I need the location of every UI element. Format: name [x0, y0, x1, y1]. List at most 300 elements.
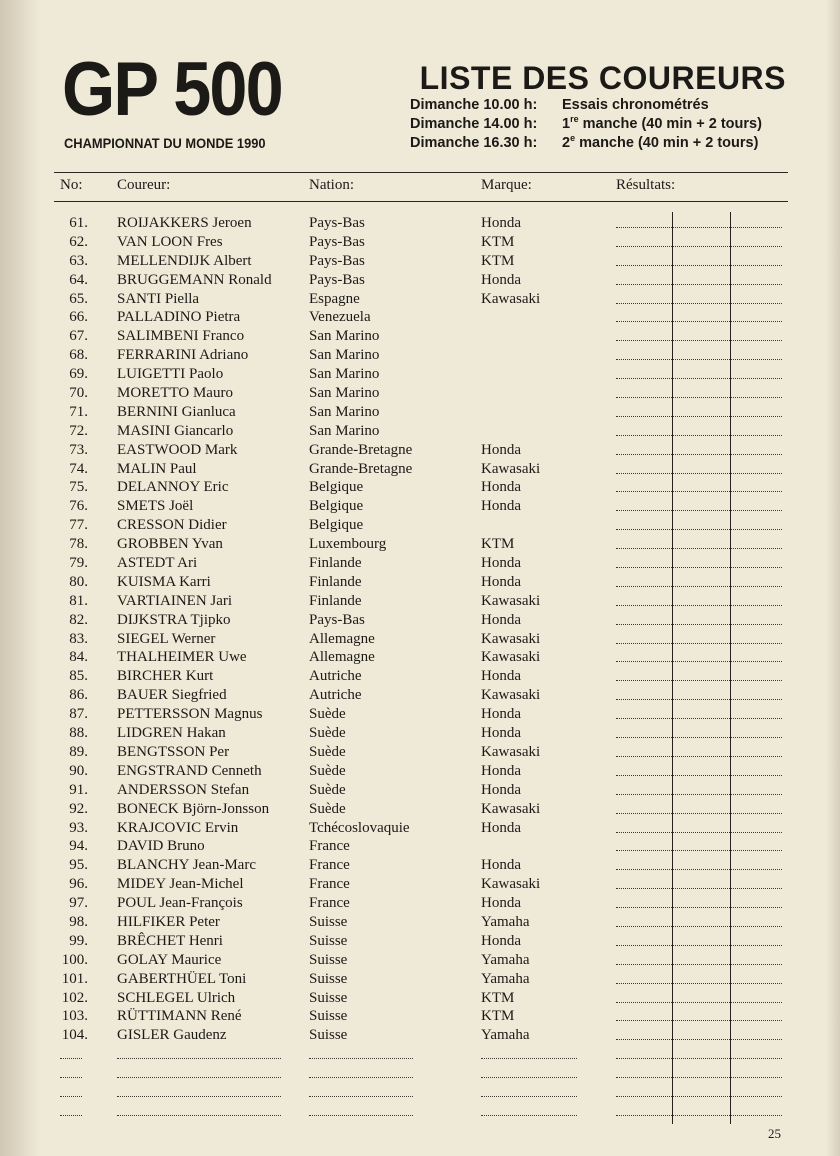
rider-brand: Honda	[481, 498, 521, 515]
rider-number: 91.	[69, 781, 88, 798]
rider-number: 63.	[69, 252, 88, 269]
blank-dotted-line	[60, 1115, 82, 1116]
rider-nation: Belgique	[309, 479, 364, 496]
rider-row	[0, 648, 840, 667]
rider-number: 98.	[69, 913, 88, 930]
rider-nation: Pays-Bas	[309, 215, 365, 231]
rider-brand: Honda	[481, 706, 521, 723]
rider-nation: France	[309, 895, 350, 912]
rider-nation: Belgique	[309, 498, 364, 515]
rider-row	[0, 913, 840, 932]
rider-name: SCHLEGEL Ulrich	[117, 989, 236, 1006]
rider-row	[0, 743, 840, 762]
rider-nation: Espagne	[309, 290, 360, 307]
results-dotted-line	[616, 473, 782, 474]
results-dotted-line	[616, 454, 782, 455]
schedule-row	[410, 96, 790, 115]
rider-number: 93.	[69, 819, 88, 836]
rider-row	[0, 214, 840, 233]
rider-number: 86.	[69, 687, 88, 704]
results-dotted-line	[616, 359, 782, 360]
rider-row	[0, 837, 840, 856]
rider-brand: Honda	[481, 895, 521, 912]
rider-number: 66.	[69, 309, 88, 326]
rider-nation: Suisse	[309, 1027, 348, 1044]
rider-name: PETTERSSON Magnus	[117, 706, 263, 723]
schedule-row	[410, 115, 790, 134]
rider-brand: Kawasaki	[481, 687, 541, 704]
results-dotted-line	[616, 1002, 782, 1003]
blank-row	[0, 1064, 840, 1083]
rider-number: 102.	[61, 989, 88, 1006]
rider-row	[0, 327, 840, 346]
blank-dotted-line	[117, 1077, 281, 1078]
results-dotted-line	[616, 605, 782, 606]
rider-row	[0, 592, 840, 611]
rider-name: MASINI Giancarlo	[117, 422, 234, 439]
blank-dotted-line	[117, 1115, 281, 1116]
rider-row	[0, 384, 840, 403]
rider-number: 89.	[69, 743, 88, 760]
rider-number: 87.	[69, 706, 88, 723]
rider-brand: Yamaha	[481, 951, 530, 968]
rider-number: 99.	[69, 932, 88, 949]
rider-nation: Allemagne	[309, 649, 375, 666]
results-dotted-line	[616, 586, 782, 587]
rider-brand: Honda	[481, 441, 521, 458]
rider-number: 71.	[69, 403, 88, 420]
rider-name: ENGSTRAND Cenneth	[117, 762, 262, 779]
results-dotted-line	[616, 284, 782, 285]
results-dotted-line	[616, 416, 782, 417]
page-title: GP 500	[62, 47, 282, 132]
rider-row	[0, 951, 840, 970]
results-dotted-line	[616, 775, 782, 776]
blank-dotted-line	[309, 1058, 413, 1059]
rider-number: 77.	[69, 517, 88, 534]
rider-row	[0, 346, 840, 365]
rider-nation: Suède	[309, 800, 346, 817]
blank-dotted-line	[616, 1096, 782, 1097]
rider-row	[0, 535, 840, 554]
rider-nation: Belgique	[309, 517, 364, 534]
results-dotted-line	[616, 869, 782, 870]
results-dotted-line	[616, 1039, 782, 1040]
results-dotted-line	[616, 510, 782, 511]
rider-brand: Honda	[481, 857, 521, 874]
rider-name: FERRARINI Adriano	[117, 347, 249, 364]
rider-name: BENGTSSON Per	[117, 743, 230, 760]
rider-name: KRAJCOVIC Ervin	[117, 819, 239, 836]
rider-name: BRUGGEMANN Ronald	[117, 271, 272, 288]
schedule-row	[410, 134, 790, 153]
results-dotted-line	[616, 832, 782, 833]
rider-brand: Honda	[481, 611, 521, 628]
results-dotted-line	[616, 624, 782, 625]
results-dotted-line	[616, 907, 782, 908]
rider-brand: KTM	[481, 989, 515, 1006]
rider-row	[0, 875, 840, 894]
rider-brand: Kawasaki	[481, 743, 541, 760]
blank-dotted-line	[616, 1077, 782, 1078]
rider-number: 88.	[69, 725, 88, 742]
rider-row	[0, 686, 840, 705]
rider-number: 100.	[61, 951, 88, 968]
rider-name: POUL Jean-François	[117, 895, 243, 912]
rider-number: 68.	[69, 347, 88, 364]
rider-nation: Suède	[309, 706, 346, 723]
rider-row	[0, 667, 840, 686]
rider-row	[0, 460, 840, 479]
blank-row	[0, 1102, 840, 1121]
rider-nation: France	[309, 857, 350, 874]
rider-row	[0, 441, 840, 460]
rider-number: 103.	[61, 1008, 88, 1025]
rider-brand: Honda	[481, 555, 521, 572]
rider-name: PALLADINO Pietra	[117, 309, 241, 326]
rider-row	[0, 478, 840, 497]
blank-dotted-line	[309, 1096, 413, 1097]
rider-nation: Grande-Bretagne	[309, 441, 413, 458]
rider-nation: France	[309, 876, 350, 893]
rider-brand: Yamaha	[481, 1027, 530, 1044]
rider-brand: KTM	[481, 536, 515, 553]
schedule-event: 2e manche (40 min + 2 tours)	[562, 133, 759, 151]
results-dotted-line	[616, 340, 782, 341]
rider-brand: KTM	[481, 233, 515, 250]
rider-number: 82.	[69, 611, 88, 628]
rider-nation: Venezuela	[309, 309, 371, 326]
results-dotted-line	[616, 888, 782, 889]
rider-number: 76.	[69, 498, 88, 515]
rider-brand: Kawasaki	[481, 460, 541, 477]
rider-name: SANTI Piella	[117, 290, 200, 307]
blank-dotted-line	[60, 1077, 82, 1078]
rider-nation: San Marino	[309, 366, 380, 383]
rider-nation: Suisse	[309, 951, 348, 968]
results-dotted-line	[616, 794, 782, 795]
rider-number: 79.	[69, 555, 88, 572]
rider-row	[0, 932, 840, 951]
results-dotted-line	[616, 699, 782, 700]
rider-name: THALHEIMER Uwe	[117, 649, 247, 666]
page-number: 25	[768, 1126, 781, 1141]
rider-row	[0, 630, 840, 649]
rider-brand: Honda	[481, 215, 521, 231]
results-dotted-line	[616, 246, 782, 247]
blank-dotted-line	[481, 1077, 577, 1078]
rider-nation: France	[309, 838, 350, 855]
results-dotted-line	[616, 265, 782, 266]
rider-number: 61.	[69, 215, 88, 231]
rider-brand: Yamaha	[481, 970, 530, 987]
results-dotted-line	[616, 548, 782, 549]
blank-dotted-line	[117, 1096, 281, 1097]
rider-row	[0, 819, 840, 838]
rider-number: 84.	[69, 649, 88, 666]
rider-number: 72.	[69, 422, 88, 439]
column-header-no: No:	[60, 177, 83, 193]
rider-nation: Suède	[309, 781, 346, 798]
results-dotted-line	[616, 378, 782, 379]
results-dotted-line	[616, 813, 782, 814]
results-dotted-line	[616, 737, 782, 738]
rider-name: MIDEY Jean-Michel	[117, 876, 244, 893]
rider-row	[0, 856, 840, 875]
rider-row	[0, 252, 840, 271]
championship-subtitle: CHAMPIONNAT DU MONDE 1990	[64, 135, 266, 151]
rider-row	[0, 573, 840, 592]
rider-nation: Finlande	[309, 573, 362, 590]
rider-name: CRESSON Didier	[117, 517, 227, 534]
results-dotted-line	[616, 303, 782, 304]
schedule-event: Essais chronométrés	[562, 97, 709, 113]
results-dotted-line	[616, 661, 782, 662]
rider-row	[0, 516, 840, 535]
rider-nation: San Marino	[309, 347, 380, 364]
rider-row	[0, 781, 840, 800]
rider-name: BONECK Björn-Jonsson	[117, 800, 270, 817]
rider-nation: Suisse	[309, 989, 348, 1006]
rider-number: 78.	[69, 536, 88, 553]
results-dotted-line	[616, 926, 782, 927]
results-dotted-line	[616, 850, 782, 851]
rider-brand: Honda	[481, 932, 521, 949]
rider-nation: Suisse	[309, 913, 348, 930]
rider-row	[0, 271, 840, 290]
rider-nation: Luxembourg	[309, 536, 387, 553]
rider-name: RÜTTIMANN René	[117, 1008, 242, 1025]
results-dotted-line	[616, 964, 782, 965]
rider-brand: Kawasaki	[481, 649, 541, 666]
results-dotted-line	[616, 983, 782, 984]
rider-number: 94.	[69, 838, 88, 855]
rider-name: GABERTHÜEL Toni	[117, 970, 247, 987]
rider-number: 83.	[69, 630, 88, 647]
rider-brand: Kawasaki	[481, 630, 541, 647]
rider-brand: Honda	[481, 819, 521, 836]
rider-name: MELLENDIJK Albert	[117, 252, 252, 269]
blank-dotted-line	[616, 1115, 782, 1116]
rider-nation: Pays-Bas	[309, 271, 365, 288]
rider-name: VAN LOON Fres	[117, 233, 223, 250]
rider-name: DIJKSTRA Tjipko	[117, 611, 231, 628]
rider-number: 62.	[69, 233, 88, 250]
rider-row	[0, 970, 840, 989]
rider-name: KUISMA Karri	[117, 573, 211, 590]
rider-name: MORETTO Mauro	[117, 385, 233, 402]
rider-brand: Honda	[481, 668, 521, 685]
rider-brand: Kawasaki	[481, 592, 541, 609]
rider-number: 65.	[69, 290, 88, 307]
rider-row	[0, 497, 840, 516]
rider-brand: Honda	[481, 781, 521, 798]
blank-dotted-line	[481, 1115, 577, 1116]
blank-dotted-line	[309, 1077, 413, 1078]
rider-number: 97.	[69, 895, 88, 912]
blank-row	[0, 1083, 840, 1102]
rider-name: LIDGREN Hakan	[117, 725, 226, 742]
rider-number: 69.	[69, 366, 88, 383]
rider-nation: Suisse	[309, 970, 348, 987]
rider-nation: Pays-Bas	[309, 233, 365, 250]
rider-name: VARTIAINEN Jari	[117, 592, 233, 609]
rider-number: 67.	[69, 328, 88, 345]
header-rule-top	[54, 172, 788, 173]
results-dotted-line	[616, 397, 782, 398]
rider-nation: Autriche	[309, 687, 362, 704]
rider-name: HILFIKER Peter	[117, 913, 220, 930]
rider-row	[0, 365, 840, 384]
rider-brand: Honda	[481, 271, 521, 288]
blank-row	[0, 1045, 840, 1064]
blank-dotted-line	[60, 1058, 82, 1059]
rider-number: 101.	[61, 970, 88, 987]
results-dotted-line	[616, 529, 782, 530]
results-dotted-line	[616, 491, 782, 492]
schedule-event: 1re manche (40 min + 2 tours)	[562, 114, 762, 132]
rider-nation: Grande-Bretagne	[309, 460, 413, 477]
rider-nation: Autriche	[309, 668, 362, 685]
rider-number: 73.	[69, 441, 88, 458]
rider-name: MALIN Paul	[117, 460, 197, 477]
rider-row	[0, 1007, 840, 1026]
rider-row	[0, 800, 840, 819]
rider-nation: San Marino	[309, 328, 380, 345]
rider-number: 74.	[69, 460, 88, 477]
rider-brand: KTM	[481, 252, 515, 269]
rider-number: 104.	[61, 1027, 88, 1044]
results-dotted-line	[616, 321, 782, 322]
rider-nation: Finlande	[309, 592, 362, 609]
column-header-brand: Marque:	[481, 177, 532, 193]
rider-name: ASTEDT Ari	[117, 555, 198, 572]
rider-name: ROIJAKKERS Jeroen	[117, 215, 252, 231]
blank-dotted-line	[481, 1096, 577, 1097]
rider-name: BIRCHER Kurt	[117, 668, 214, 685]
rider-brand: Honda	[481, 573, 521, 590]
rider-row	[0, 705, 840, 724]
rider-name: SIEGEL Werner	[117, 630, 216, 647]
rider-name: GISLER Gaudenz	[117, 1027, 227, 1044]
rider-name: DAVID Bruno	[117, 838, 205, 855]
rider-brand: Kawasaki	[481, 876, 541, 893]
results-dotted-line	[616, 567, 782, 568]
rider-name: BAUER Siegfried	[117, 687, 227, 704]
column-header-nation: Nation:	[309, 177, 354, 193]
blank-dotted-line	[616, 1058, 782, 1059]
rider-row	[0, 1026, 840, 1045]
blank-dotted-line	[481, 1058, 577, 1059]
rider-brand: Honda	[481, 479, 521, 496]
rider-nation: Pays-Bas	[309, 252, 365, 269]
rider-number: 64.	[69, 271, 88, 288]
rider-name: EASTWOOD Mark	[117, 441, 238, 458]
results-dotted-line	[616, 756, 782, 757]
rider-number: 95.	[69, 857, 88, 874]
race-schedule	[410, 96, 790, 153]
results-dotted-line	[616, 945, 782, 946]
list-title: LISTE DES COUREURS	[419, 60, 786, 96]
rider-row	[0, 422, 840, 441]
rider-nation: Tchécoslovaquie	[309, 819, 410, 836]
rider-nation: San Marino	[309, 403, 380, 420]
results-dotted-line	[616, 1020, 782, 1021]
rider-list	[0, 214, 840, 1121]
rider-nation: Suisse	[309, 1008, 348, 1025]
rider-number: 80.	[69, 573, 88, 590]
rider-row	[0, 554, 840, 573]
rider-brand: Yamaha	[481, 913, 530, 930]
rider-name: GROBBEN Yvan	[117, 536, 223, 553]
rider-nation: San Marino	[309, 385, 380, 402]
schedule-time: Dimanche 16.30 h:	[410, 135, 538, 151]
rider-row	[0, 233, 840, 252]
rider-number: 96.	[69, 876, 88, 893]
rider-nation: Finlande	[309, 555, 362, 572]
results-dotted-line	[616, 643, 782, 644]
rider-nation: Pays-Bas	[309, 611, 365, 628]
blank-dotted-line	[117, 1058, 281, 1059]
column-header-results: Résultats:	[616, 177, 676, 193]
header-rule-bottom	[54, 201, 788, 202]
rider-name: SALIMBENI Franco	[117, 328, 245, 345]
rider-row	[0, 762, 840, 781]
rider-nation: Suède	[309, 743, 346, 760]
rider-nation: Suède	[309, 725, 346, 742]
schedule-time: Dimanche 14.00 h:	[410, 116, 538, 132]
rider-row	[0, 308, 840, 327]
rider-brand: KTM	[481, 1008, 515, 1025]
rider-name: DELANNOY Eric	[117, 479, 229, 496]
rider-name: ANDERSSON Stefan	[117, 781, 250, 798]
results-dotted-line	[616, 718, 782, 719]
rider-row	[0, 611, 840, 630]
blank-dotted-line	[60, 1096, 82, 1097]
rider-nation: Suède	[309, 762, 346, 779]
rider-nation: San Marino	[309, 422, 380, 439]
rider-number: 92.	[69, 800, 88, 817]
rider-number: 70.	[69, 385, 88, 402]
rider-brand: Honda	[481, 725, 521, 742]
schedule-time: Dimanche 10.00 h:	[410, 97, 538, 113]
results-dotted-line	[616, 227, 782, 228]
rider-row	[0, 894, 840, 913]
rider-row	[0, 403, 840, 422]
rider-row	[0, 724, 840, 743]
rider-brand: Kawasaki	[481, 800, 541, 817]
rider-name: SMETS Joël	[117, 498, 194, 515]
rider-name: BERNINI Gianluca	[117, 403, 236, 420]
rider-row	[0, 989, 840, 1008]
rider-number: 85.	[69, 668, 88, 685]
rider-row	[0, 290, 840, 309]
rider-name: LUIGETTI Paolo	[117, 366, 224, 383]
rider-nation: Allemagne	[309, 630, 375, 647]
rider-name: BRÊCHET Henri	[117, 932, 223, 949]
rider-number: 75.	[69, 479, 88, 496]
blank-dotted-line	[309, 1115, 413, 1116]
rider-number: 90.	[69, 762, 88, 779]
column-header-rider: Coureur:	[117, 177, 171, 193]
rider-nation: Suisse	[309, 932, 348, 949]
rider-name: GOLAY Maurice	[117, 951, 222, 968]
rider-brand: Honda	[481, 762, 521, 779]
rider-brand: Kawasaki	[481, 290, 541, 307]
rider-name: BLANCHY Jean-Marc	[117, 857, 256, 874]
results-dotted-line	[616, 435, 782, 436]
rider-number: 81.	[69, 592, 88, 609]
